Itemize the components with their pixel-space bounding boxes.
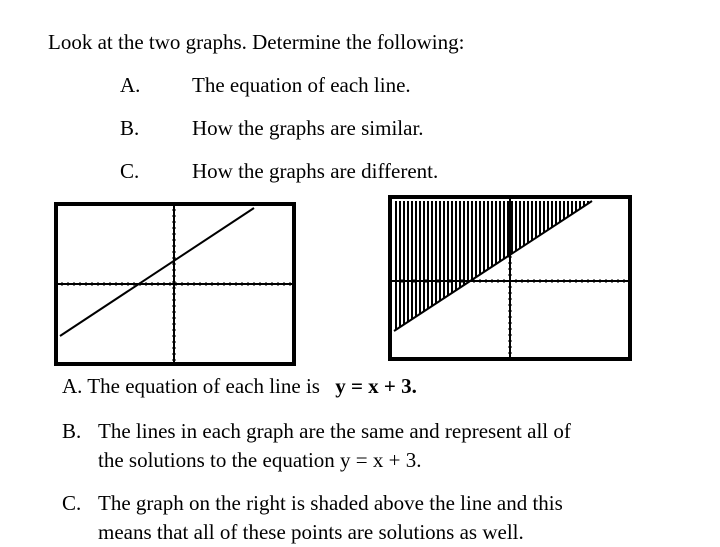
item-c-text: How the graphs are different. <box>192 159 439 183</box>
answer-a <box>62 372 417 401</box>
left-graph-canvas <box>54 202 296 366</box>
item-a-text: The equation of each line. <box>192 73 411 97</box>
answer-b-line2: the solutions to the equation y = x + 3. <box>98 448 422 472</box>
answer-a-equation: y = x + 3. <box>335 374 417 398</box>
answer-a-prefix: A. <box>62 374 83 398</box>
answer-b-prefix: B. <box>62 419 82 443</box>
answer-c-line1: The graph on the right is shaded above the line and this <box>98 491 563 515</box>
right-graph <box>388 195 632 361</box>
answer-c-prefix: C. <box>62 491 82 515</box>
answer-b-line1: The lines in each graph are the same and represent all of <box>98 419 571 443</box>
item-c-letter: C. <box>120 159 140 183</box>
left-graph <box>54 202 296 366</box>
prompt-intro: Look at the two graphs. Determine the following: <box>48 30 465 54</box>
item-a-letter: A. <box>120 73 141 97</box>
item-b-letter: B. <box>120 116 140 140</box>
item-b-text: How the graphs are similar. <box>192 116 424 140</box>
answer-a-text: The equation of each line is <box>87 374 320 398</box>
answer-c-line2: means that all of these points are solutions as well. <box>98 520 524 544</box>
right-graph-canvas <box>388 195 632 361</box>
